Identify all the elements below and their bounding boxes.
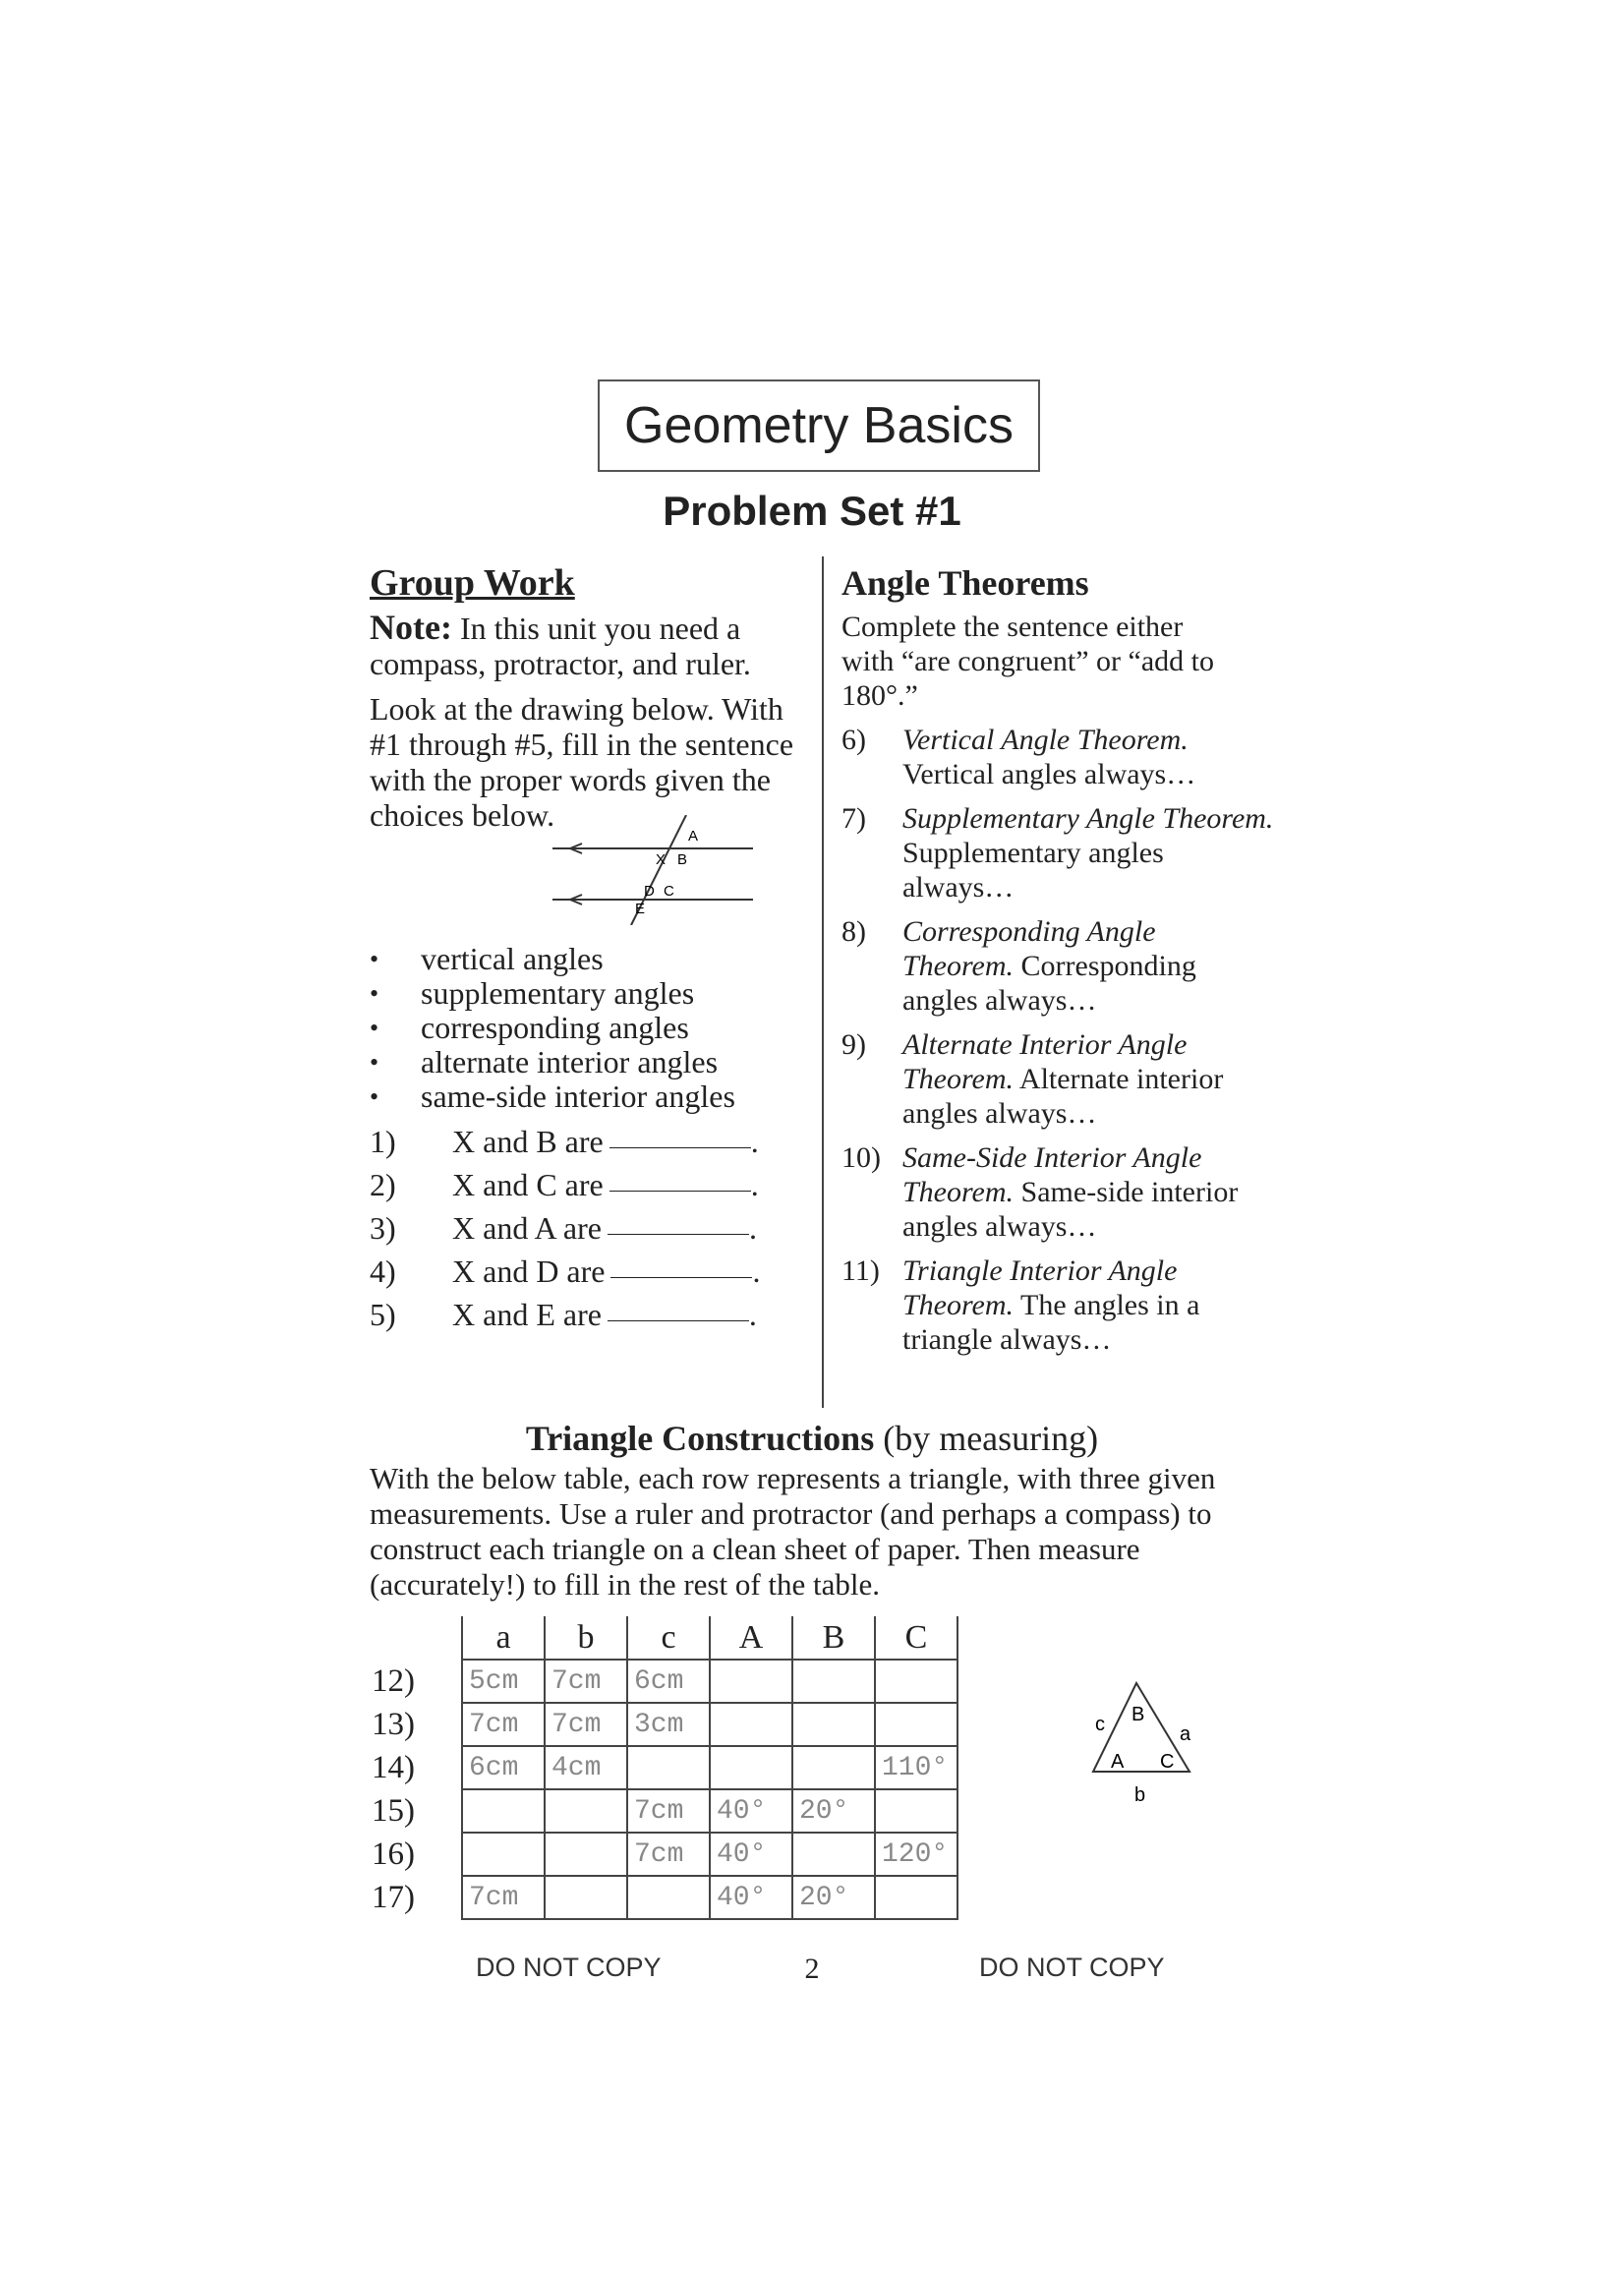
table-cell[interactable] [545,1876,627,1919]
label-X: X [656,851,667,868]
table-cell[interactable] [710,1660,792,1703]
table-cell[interactable]: 4cm [545,1746,627,1789]
answer-blank[interactable] [608,1293,749,1321]
table-row: 12) 5cm 7cm 6cm [360,1660,957,1703]
label-angle-B: B [1131,1704,1145,1725]
problem-set-title: Problem Set #1 [663,488,961,534]
label-C: C [664,883,674,900]
footer-left-notice: DO NOT COPY [476,1953,662,1982]
table-cell[interactable] [875,1789,957,1833]
table-cell[interactable]: 20° [792,1789,875,1833]
list-item: • vertical angles [370,941,604,976]
theorem-item: 8) Corresponding Angle Theorem. Corresponding angles always… [841,915,1196,1017]
group-work-section [370,556,802,1336]
table-cell[interactable]: 120° [875,1833,957,1876]
angle-theorems-intro: Complete the sentence either with “are congruent” or “add to 180°.” [841,611,1214,712]
table-cell[interactable] [545,1789,627,1833]
theorem-item: 10) Same-Side Interior Angle Theorem. Same-side interior angles always… [841,1141,1239,1243]
answer-blank[interactable] [609,1163,751,1192]
theorem-item: 9) Alternate Interior Angle Theorem. Alternate interior angles always… [841,1028,1224,1130]
table-cell[interactable] [875,1876,957,1919]
theorem-item: 7) Supplementary Angle Theorem. Supplementary angles always… [841,802,1274,904]
table-cell[interactable] [627,1876,710,1919]
footer-right-notice: DO NOT COPY [979,1953,1165,1982]
table-cell[interactable] [710,1703,792,1746]
table-cell[interactable] [792,1660,875,1703]
theorem-item: 11) Triangle Interior Angle Theorem. The angles in a triangle always… [841,1254,1200,1356]
table-header-row: a b c A B C [360,1616,957,1660]
question-row: 4) X and D are . [370,1250,802,1293]
table-row: 14) 6cm 4cm 110° [360,1746,957,1789]
fill-in-questions [370,1120,802,1336]
triangle-table [360,1616,958,1920]
table-cell[interactable]: 6cm [462,1746,545,1789]
note [370,610,802,681]
constructions-instructions: With the below table, each row represents a triangle, with three given measurements. Use a ruler and protractor (and perhaps a compass) to construct each triangle on a clean sheet of paper. Then measure (accurately!) to fill in the rest of the table. [370,1461,1216,1602]
table-cell[interactable]: 40° [710,1876,792,1919]
label-B: B [677,851,688,868]
table-cell[interactable] [875,1660,957,1703]
table-row: 16) 7cm 40° 120° [360,1833,957,1876]
question-row: 3) X and A are . [370,1206,802,1250]
table-cell[interactable]: 7cm [545,1703,627,1746]
label-angle-C: C [1160,1751,1175,1773]
answer-blank[interactable] [608,1206,749,1235]
table-cell[interactable]: 40° [710,1833,792,1876]
label-A: A [688,828,699,845]
table-cell[interactable]: 40° [710,1789,792,1833]
theorem-item: 6) Vertical Angle Theorem. Vertical angles always… [841,724,1196,790]
note-text: In this unit you need a compass, protractor, and ruler. [370,611,751,681]
table-cell[interactable]: 7cm [627,1833,710,1876]
table-row: 15) 7cm 40° 20° [360,1789,957,1833]
table-cell[interactable] [627,1746,710,1789]
triangle-diagram [1073,1679,1221,1822]
table-cell[interactable]: 7cm [627,1789,710,1833]
label-side-a: a [1180,1723,1191,1745]
table-cell[interactable]: 5cm [462,1660,545,1703]
angle-theorems-heading: Angle Theorems [841,563,1089,603]
table-cell[interactable]: 20° [792,1876,875,1919]
question-row: 2) X and C are . [370,1163,802,1206]
table-row: 13) 7cm 7cm 3cm [360,1703,957,1746]
list-item: • same-side interior angles [370,1079,735,1114]
table-cell[interactable]: 3cm [627,1703,710,1746]
list-item: • corresponding angles [370,1010,689,1045]
label-E: E [635,901,646,917]
question-row: 5) X and E are . [370,1293,802,1336]
table-row: 17) 7cm 40° 20° [360,1876,957,1919]
list-item: • supplementary angles [370,975,695,1011]
table-cell[interactable] [710,1746,792,1789]
answer-blank[interactable] [609,1120,751,1148]
table-cell[interactable]: 6cm [627,1660,710,1703]
table-cell[interactable] [875,1703,957,1746]
triangle-constructions-heading: Triangle Constructions (by measuring) [525,1419,1099,1458]
group-work-instructions: Look at the drawing below. With #1 through #5, fill in the sentence with the proper words given the choices below. [370,691,794,833]
angle-choices-list [370,942,802,1114]
label-D: D [644,883,655,900]
table-cell[interactable]: 7cm [462,1876,545,1919]
page-number: 2 [804,1953,820,1985]
label-angle-A: A [1111,1751,1125,1773]
table-cell[interactable]: 7cm [545,1660,627,1703]
answer-blank[interactable] [610,1250,752,1278]
table-cell[interactable] [462,1789,545,1833]
table-cell[interactable]: 7cm [462,1703,545,1746]
question-row: 1) X and B are . [370,1120,802,1163]
group-work-heading: Group Work [370,562,575,604]
parallel-lines-diagram [543,815,802,932]
table-cell[interactable]: 110° [875,1746,957,1789]
table-cell[interactable] [792,1746,875,1789]
label-side-c: c [1095,1714,1105,1735]
table-cell[interactable] [792,1703,875,1746]
table-cell[interactable] [462,1833,545,1876]
angle-theorems-section [841,556,1274,1357]
page-title: Geometry Basics [598,379,1040,472]
list-item: • alternate interior angles [370,1044,719,1079]
table-cell[interactable] [792,1833,875,1876]
label-side-b: b [1134,1784,1146,1806]
table-cell[interactable] [545,1833,627,1876]
note-label: Note: [370,608,452,647]
column-divider [822,556,824,1408]
